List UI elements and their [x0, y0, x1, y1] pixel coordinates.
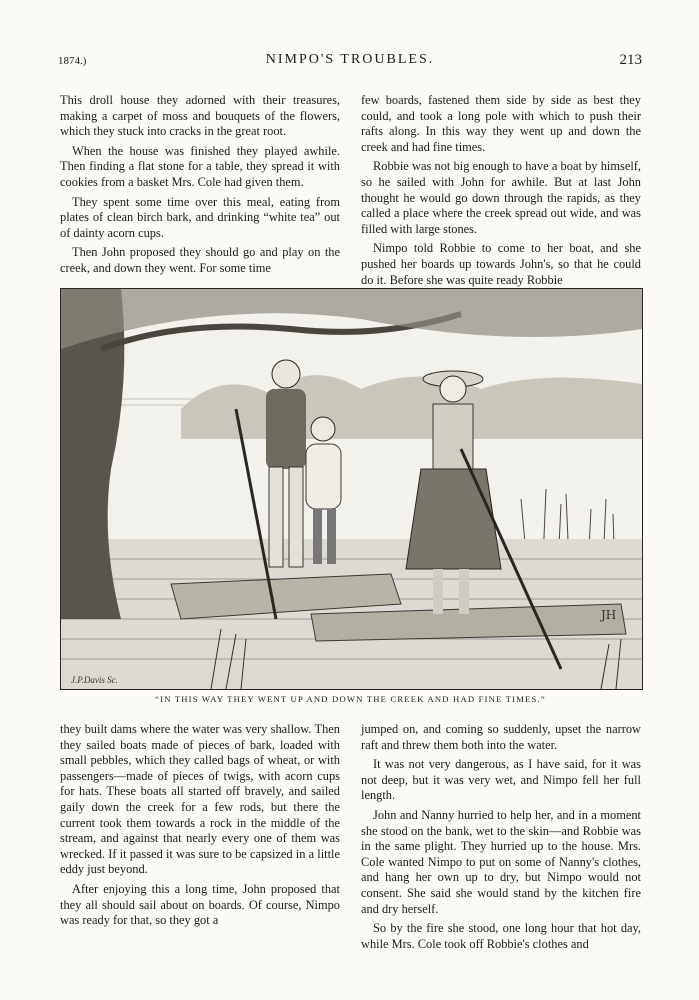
bottom-left-column [60, 722, 340, 933]
illustration-caption: “IN THIS WAY THEY WENT UP AND DOWN THE CREEK AND HAD FINE TIMES.” [155, 694, 546, 704]
engraving-illustration [60, 288, 643, 690]
engraver-signature: J.P.Davis Sc. [71, 675, 118, 685]
paragraph: They spent some time over this meal, eating from plates of clean birch bark, and drinking “white tea” out of dainty acorn cups. [60, 194, 340, 240]
paragraph: This droll house they adorned with their treasures, making a carpet of moss and bouquets of the flowers, which they stuck into cracks in the great root. [60, 93, 340, 139]
paragraph: they built dams where the water was very shallow. Then they sailed boats made of pieces of bark, loaded with small pebbles, which they called bags of wheat, or with passengers—made of pieces of twigs, with acorn cups for hats. These boats all started off bravely, and sailed gaily down the creek for a few rods, but there the current took them towards a rock in the middle of the stream, and against that nearly every one of them was wrecked. If it passed it was sure to be capsized in a little eddy just beyond. [60, 722, 340, 877]
paragraph: It was not very dangerous, as I have said, for it was not deep, but it was very wet, and Nimpo fell her full length. [361, 757, 641, 803]
bottom-right-column [361, 722, 641, 956]
paragraph: Robbie was not big enough to have a boat by himself, so he sailed with John for awhile. But at last John thought he would go down through the rapids, as they called a place where the creek spread out wide, and was filled with large stones. [361, 159, 641, 236]
page-header [58, 52, 642, 72]
creek-scene-drawing [61, 289, 642, 689]
page-number: 213 [619, 52, 642, 68]
top-left-column [60, 93, 340, 281]
paragraph: After enjoying this a long time, John proposed that they all should sail about on boards. Of course, Nimpo was ready for that, so they got a [60, 881, 340, 928]
paragraph: few boards, fastened them side by side as best they could, and took a long pole with which to push their rafts along. In this way they went up and down the creek and had fine times. [361, 93, 641, 154]
paragraph: jumped on, and coming so suddenly, upset the narrow raft and threw them both into the water. [361, 722, 641, 752]
paragraph: So by the fire she stood, one long hour that hot day, while Mrs. Cole took off Robbie's clothes and [361, 921, 641, 951]
top-right-column [361, 93, 641, 292]
running-title: NIMPO'S TROUBLES. [265, 52, 435, 67]
paragraph: Nimpo told Robbie to come to her boat, and she pushed her boards up towards John's, so that he could do it. Before she was quite ready Robbie [361, 241, 641, 287]
paragraph: John and Nanny hurried to help her, and in a moment she stood on the bank, wet to the skin—and Robbie was in the same plight. They hurried up to the house. Mrs. Cole wanted Nimpo to put on some of Nanny's clothes, and hang her own up to dry, but Nimpo would not consent. She said she would stand by the kitchen fire and dry herself. [361, 807, 641, 916]
artist-monogram: JH [601, 608, 617, 622]
paragraph: Then John proposed they should go and play on the creek, and down they went. For some time [60, 245, 340, 275]
paragraph: When the house was finished they played awhile. Then finding a flat stone for a table, they spread it with cookies from a basket Mrs. Cole had given them. [60, 143, 340, 189]
issue-date: 1874.) [58, 55, 87, 67]
